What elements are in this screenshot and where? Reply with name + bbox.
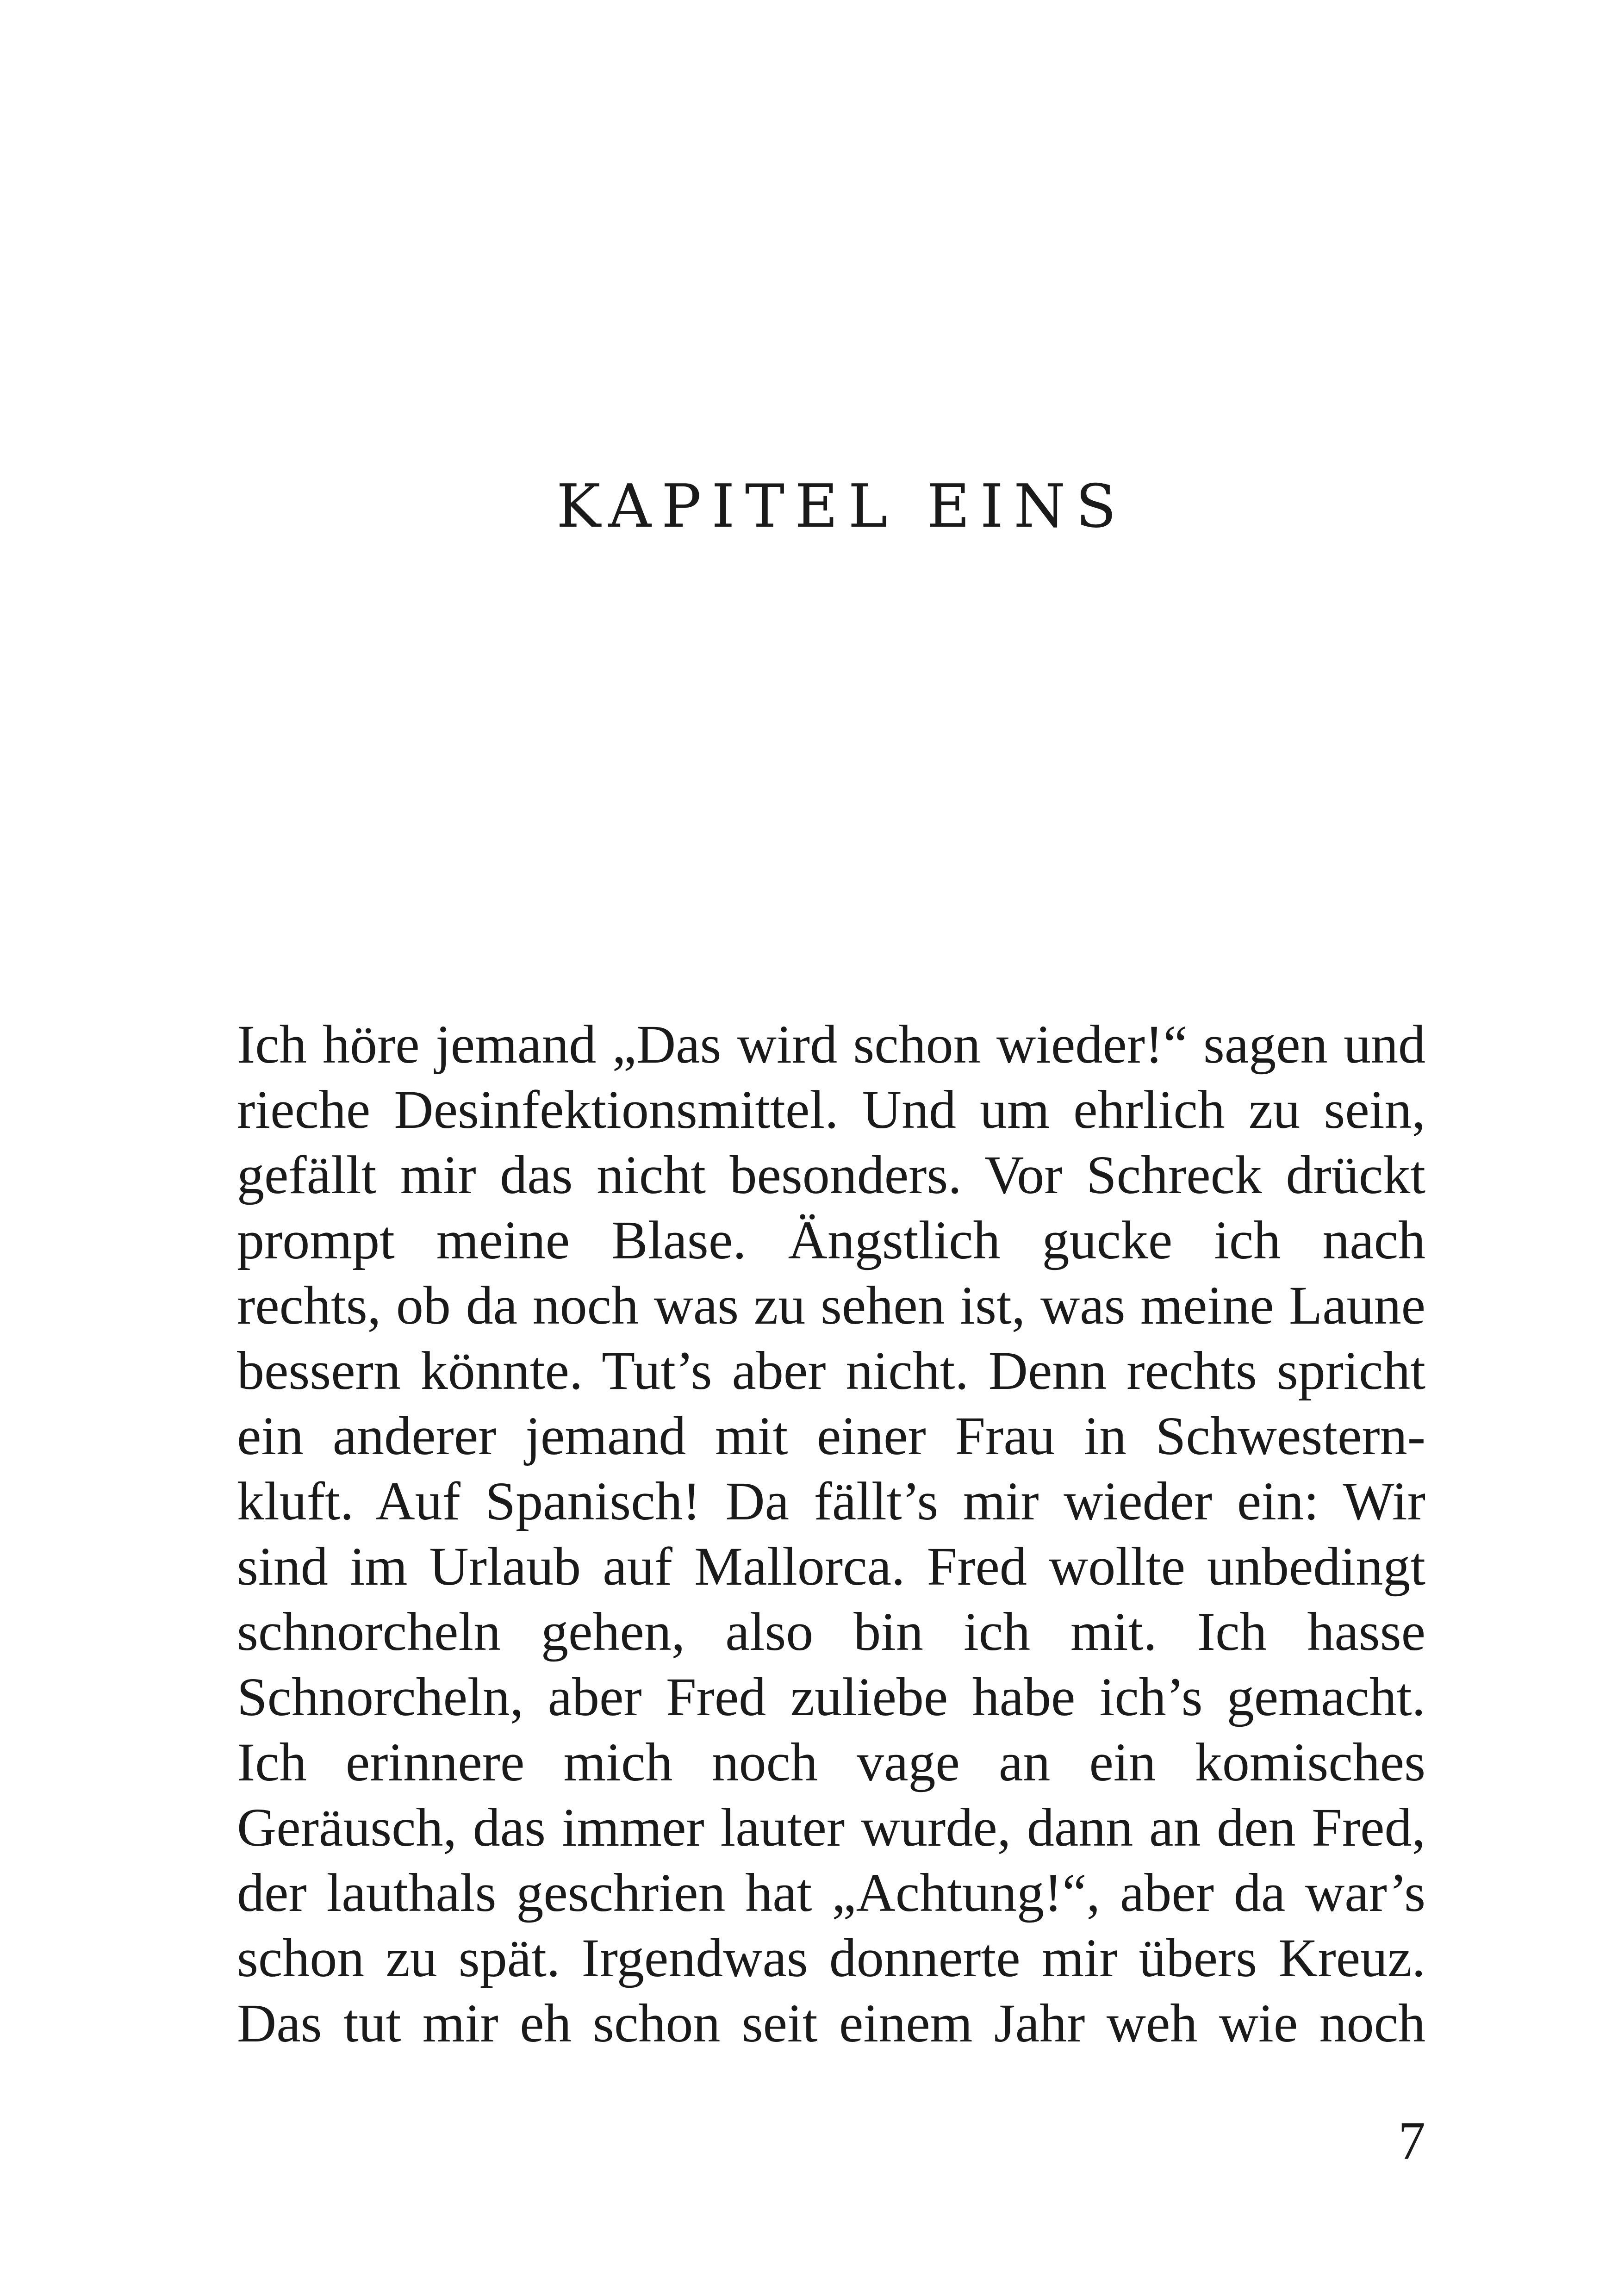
chapter-title: KAPITEL EINS [556, 472, 1126, 541]
text-line: rieche Desinfektionsmittel. Und um ehrlich zu sein, [237, 1079, 1425, 1140]
text-line: schon zu spät. Irgendwas donnerte mir übers Kreuz. [237, 1928, 1425, 1988]
text-line: der lauthals geschrien hat „Achtung!“, aber da war’s [237, 1862, 1425, 1923]
text-line: Schnorcheln, aber Fred zuliebe habe ich’s gemacht. [237, 1667, 1425, 1727]
text-line: schnorcheln gehen, also bin ich mit. Ich hasse [237, 1601, 1425, 1662]
text-line: ein anderer jemand mit einer Frau in Schwestern- [237, 1406, 1425, 1466]
text-line: sind im Urlaub auf Mallorca. Fred wollte unbedingt [237, 1536, 1425, 1597]
text-line: bessern könnte. Tut’s aber nicht. Denn rechts spricht [237, 1340, 1425, 1401]
text-line: gefällt mir das nicht besonders. Vor Schreck drückt [237, 1145, 1425, 1205]
text-line: Geräusch, das immer lauter wurde, dann an den Fred, [237, 1797, 1425, 1858]
text-line: prompt meine Blase. Ängstlich gucke ich nach [237, 1210, 1425, 1270]
text-line: Ich höre jemand „Das wird schon wieder!“ sagen und [237, 1014, 1425, 1075]
text-line: Ich erinnere mich noch vage an ein komisches [237, 1732, 1425, 1792]
text-line: kluft. Auf Spanisch! Da fällt’s mir wieder ein: Wir [237, 1471, 1425, 1531]
text-line: rechts, ob da noch was zu sehen ist, was meine Laune [237, 1275, 1425, 1336]
text-line: Das tut mir eh schon seit einem Jahr weh wie noch [237, 1993, 1425, 2053]
page-number: 7 [1398, 2110, 1425, 2171]
body-paragraph [237, 1012, 1425, 2056]
